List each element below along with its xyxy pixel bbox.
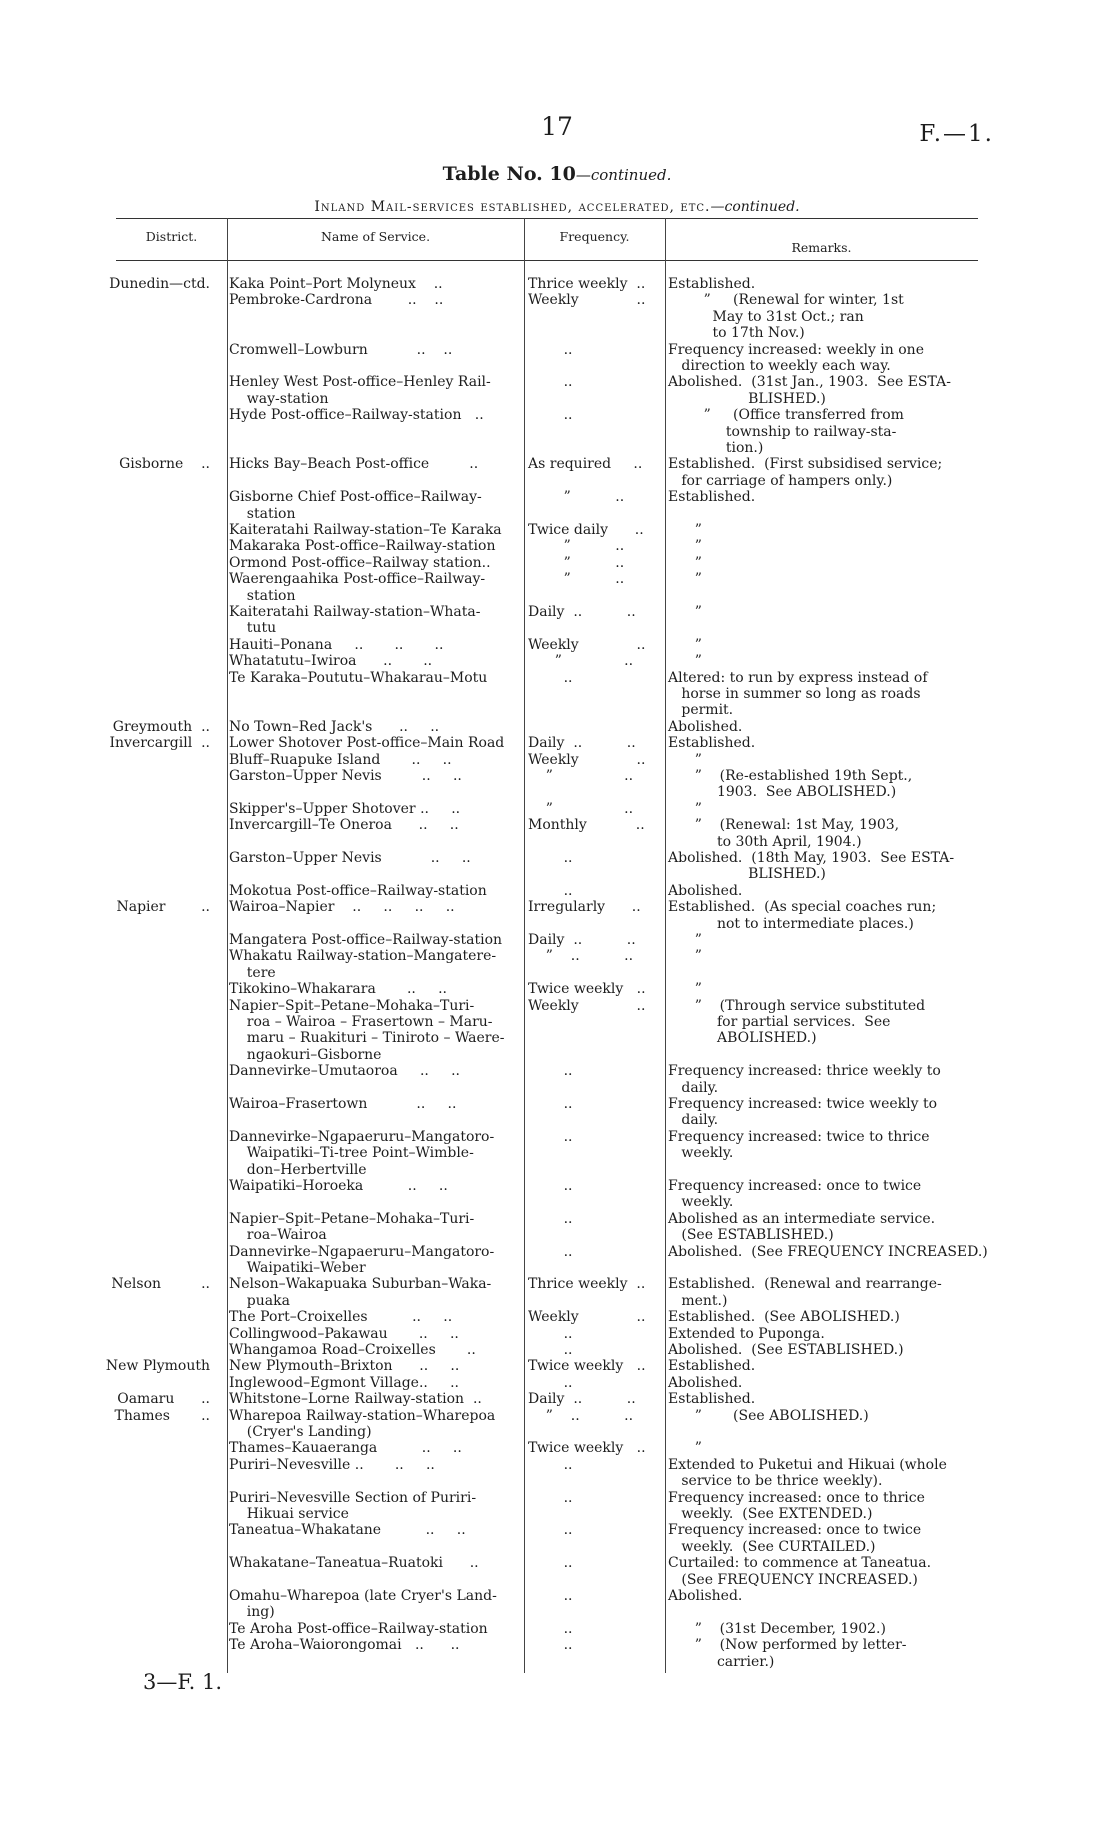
cell-frequency: .. [528, 1456, 573, 1473]
cell-remarks: service to be thrice weekly). [668, 1473, 883, 1490]
cell-service: Wharepoa Railway-station–Wharepoa [229, 1407, 496, 1424]
cell-remarks: daily. [668, 1079, 719, 1096]
cell-remarks: ” [668, 538, 702, 555]
cell-remarks: Established. (First subsidised service; [668, 456, 943, 473]
cell-frequency: Daily .. .. [528, 1391, 636, 1408]
cell-remarks: Abolished. (18th May, 1903. See ESTA- [668, 850, 955, 866]
cell-remarks: ” [668, 571, 702, 588]
cell-frequency: ” .. [528, 538, 625, 555]
cell-service: Inglewood–Egmont Village.. .. [229, 1374, 459, 1391]
cell-service: station [229, 587, 296, 604]
cell-service: puaka [229, 1292, 290, 1309]
cell-service: Lower Shotover Post-office–Main Road [229, 735, 505, 752]
cell-service: (Cryer's Landing) [229, 1424, 372, 1440]
table-subtitle [0, 199, 1114, 215]
table-top-rule [116, 218, 978, 219]
cell-remarks: township to railway-sta- [668, 423, 897, 440]
cell-frequency: ” .. [528, 489, 625, 506]
header-remarks: Remarks. [791, 240, 852, 255]
cell-service: Te Karaka–Poututu–Whakarau–Motu [229, 669, 488, 686]
cell-remarks: Established. [668, 276, 756, 292]
cell-remarks: weekly. (See EXTENDED.) [668, 1506, 873, 1522]
cell-service: Garston–Upper Nevis .. .. [229, 850, 471, 866]
cell-remarks: Curtailed: to commence at Taneatua. [668, 1555, 932, 1572]
cell-remarks: Frequency increased: once to twice [668, 1522, 922, 1539]
cell-service: Puriri–Nevesville Section of Puriri- [229, 1489, 477, 1506]
cell-service: Hicks Bay–Beach Post-office .. [229, 456, 479, 473]
cell-remarks: 1903. See ABOLISHED.) [668, 784, 897, 801]
cell-frequency: .. [528, 1063, 573, 1080]
cell-service: Cromwell–Lowburn .. .. [229, 341, 453, 358]
cell-frequency: .. [528, 882, 573, 899]
cell-service: Pembroke-Cardrona .. .. [229, 292, 444, 309]
header-district: District. [145, 229, 198, 244]
cell-frequency: Thrice weekly .. [528, 276, 646, 292]
cell-frequency: ” .. [528, 800, 634, 817]
cell-remarks: ” (See ABOLISHED.) [668, 1407, 869, 1424]
header-bottom-rule [116, 260, 978, 261]
cell-service: tutu [229, 620, 277, 637]
cell-remarks: May to 31st Oct.; ran [668, 308, 864, 325]
cell-service: Skipper's–Upper Shotover .. .. [229, 800, 461, 817]
cell-frequency: Weekly .. [528, 636, 646, 653]
cell-district: New Plymouth [105, 1358, 210, 1375]
cell-service: tere [229, 964, 276, 981]
cell-remarks: BLISHED.) [668, 390, 826, 407]
cell-remarks: ” (Through service substituted [668, 997, 926, 1014]
cell-remarks: BLISHED.) [668, 866, 826, 883]
cell-service: Waipatiki–Horoeka .. .. [229, 1178, 448, 1194]
cell-service: Garston–Upper Nevis .. .. [229, 768, 462, 784]
cell-frequency: .. [528, 374, 573, 391]
cell-service: Collingwood–Pakawau .. .. [229, 1325, 459, 1342]
cell-service: Dannevirke–Ngapaeruru–Mangatoro- [229, 1128, 495, 1145]
cell-remarks: ” [668, 1440, 702, 1457]
cell-service: way-station [229, 390, 329, 407]
cell-remarks: Frequency increased: once to thrice [668, 1489, 925, 1506]
cell-remarks: Established. [668, 1391, 756, 1408]
cell-remarks: Abolished. (See ESTABLISHED.) [668, 1342, 904, 1358]
table-subtitle-suffix: —continued. [710, 199, 800, 215]
cell-service: Makaraka Post-office–Railway-station [229, 538, 496, 555]
cell-remarks: Frequency increased: once to twice [668, 1178, 922, 1194]
page-number: 17 [541, 112, 573, 141]
cell-remarks: ” [668, 653, 702, 670]
cell-service: roa–Wairoa [229, 1227, 327, 1244]
page-code: F.—1. [919, 121, 994, 147]
cell-remarks: Abolished. (See FREQUENCY INCREASED.) [668, 1243, 988, 1260]
cell-frequency: As required .. [528, 456, 643, 473]
cell-service: Omahu–Wharepoa (late Cryer's Land- [229, 1588, 497, 1604]
cell-frequency: Daily .. .. [528, 735, 636, 752]
cell-remarks: ” (Re-established 19th Sept., [668, 768, 913, 784]
column-divider [665, 218, 666, 1673]
cell-service: Kaiteratahi Railway-station–Whata- [229, 604, 481, 620]
cell-service: Henley West Post-office–Henley Rail- [229, 374, 491, 391]
cell-service: Napier–Spit–Petane–Mohaka–Turi- [229, 1210, 475, 1227]
cell-frequency: .. [528, 1243, 573, 1260]
cell-remarks: Extended to Puketui and Hikuai (whole [668, 1456, 947, 1473]
cell-frequency: Twice daily .. [528, 522, 644, 538]
cell-service: Mokotua Post-office–Railway-station [229, 882, 487, 899]
cell-frequency: ” .. [528, 653, 634, 670]
cell-remarks: carrier.) [668, 1653, 775, 1670]
cell-frequency: Monthly .. [528, 817, 645, 834]
cell-remarks: weekly. [668, 1194, 734, 1211]
cell-service: Bluff–Ruapuke Island .. .. [229, 751, 452, 768]
cell-remarks: ment.) [668, 1292, 728, 1309]
cell-frequency: ” .. .. [528, 948, 634, 965]
cell-remarks: horse in summer so long as roads [668, 686, 921, 702]
cell-remarks: Frequency increased: thrice weekly to [668, 1063, 941, 1080]
cell-service: Ormond Post-office–Railway station.. [229, 554, 491, 571]
cell-remarks: ” (Now performed by letter- [668, 1637, 907, 1654]
cell-remarks: weekly. [668, 1145, 734, 1162]
cell-service: ngaokuri–Gisborne [229, 1046, 382, 1063]
cell-service: Hyde Post-office–Railway-station .. [229, 407, 484, 424]
cell-remarks: Abolished. [668, 1588, 743, 1604]
cell-service: Puriri–Nevesville .. .. .. [229, 1456, 435, 1473]
cell-district: Napier .. [116, 899, 210, 916]
cell-service: Dannevirke–Ngapaeruru–Mangatoro- [229, 1243, 495, 1260]
cell-district: Thames .. [114, 1407, 210, 1424]
cell-remarks: ” [668, 751, 702, 768]
cell-service: Whakatane–Taneatua–Ruatoki .. [229, 1555, 479, 1572]
cell-remarks: Abolished. (31st Jan., 1903. See ESTA- [668, 374, 951, 391]
cell-service: Gisborne Chief Post-office–Railway- [229, 489, 482, 506]
cell-service: Whitstone–Lorne Railway-station .. [229, 1391, 482, 1408]
cell-remarks: daily. [668, 1112, 719, 1129]
cell-service: Whatatutu–Iwiroa .. .. [229, 653, 433, 670]
cell-district: Dunedin—ctd. [109, 276, 210, 292]
cell-service: roa – Wairoa – Frasertown – Maru- [229, 1014, 493, 1030]
cell-remarks: ” (31st December, 1902.) [668, 1620, 886, 1637]
cell-service: Napier–Spit–Petane–Mohaka–Turi- [229, 997, 475, 1014]
cell-frequency: ” .. [528, 554, 625, 571]
cell-remarks: Frequency increased: twice to thrice [668, 1128, 930, 1145]
cell-frequency: Weekly .. [528, 1309, 646, 1326]
cell-service: ing) [229, 1604, 275, 1621]
cell-remarks: ” [668, 981, 702, 998]
cell-service: Tikokino–Whakarara .. .. [229, 981, 447, 998]
cell-frequency: .. [528, 1128, 573, 1145]
header-service: Name of Service. [320, 229, 431, 244]
cell-remarks: Frequency increased: weekly in one [668, 341, 924, 358]
cell-frequency: .. [528, 407, 573, 424]
cell-service: Taneatua–Whakatane .. .. [229, 1522, 466, 1539]
cell-service: Hauiti–Ponana .. .. .. [229, 636, 444, 653]
cell-frequency: ” .. [528, 768, 634, 784]
table-title [0, 163, 1114, 185]
cell-district: Gisborne .. [119, 456, 210, 473]
cell-service: Invercargill–Te Oneroa .. .. [229, 817, 459, 834]
cell-frequency: Daily .. .. [528, 604, 636, 620]
cell-remarks: weekly. (See CURTAILED.) [668, 1538, 876, 1555]
cell-remarks: Abolished. [668, 718, 743, 735]
cell-frequency: .. [528, 1342, 573, 1358]
cell-remarks: for carriage of hampers only.) [668, 472, 893, 489]
cell-remarks: Established. (As special coaches run; [668, 899, 937, 916]
cell-remarks: Altered: to run by express instead of [668, 669, 928, 686]
cell-service: Waipatiki–Weber [229, 1260, 366, 1276]
cell-service: Wairoa–Napier .. .. .. .. [229, 899, 455, 916]
cell-frequency: .. [528, 1096, 573, 1112]
cell-frequency: Weekly .. [528, 751, 646, 768]
cell-remarks: Frequency increased: twice weekly to [668, 1096, 938, 1112]
cell-frequency: Weekly .. [528, 997, 646, 1014]
cell-remarks: Abolished. [668, 1374, 743, 1391]
cell-service: Hikuai service [229, 1506, 349, 1522]
cell-remarks: ” (Renewal for winter, 1st [668, 292, 904, 309]
cell-remarks: Established. [668, 489, 756, 506]
cell-frequency: .. [528, 1620, 573, 1637]
cell-service: Kaka Point–Port Molyneux .. [229, 276, 443, 292]
cell-remarks: Established. (Renewal and rearrange- [668, 1276, 942, 1293]
cell-remarks: Established. [668, 735, 756, 752]
cell-service: Dannevirke–Umutaoroa .. .. [229, 1063, 460, 1080]
cell-remarks: ” [668, 554, 702, 571]
cell-remarks: direction to weekly each way. [668, 358, 891, 374]
cell-frequency: .. [528, 1588, 573, 1604]
cell-service: Kaiteratahi Railway-station–Te Karaka [229, 522, 502, 538]
cell-service: Thames–Kauaeranga .. .. [229, 1440, 462, 1457]
cell-service: maru – Ruakituri – Tiniroto – Waere- [229, 1030, 505, 1047]
cell-remarks: ” [668, 800, 702, 817]
cell-frequency: .. [528, 1325, 573, 1342]
cell-frequency: Thrice weekly .. [528, 1276, 646, 1293]
cell-frequency: Daily .. .. [528, 932, 636, 948]
cell-frequency: .. [528, 1522, 573, 1539]
cell-frequency: .. [528, 669, 573, 686]
cell-frequency: Twice weekly .. [528, 1358, 646, 1375]
footer-signature: 3—F. 1. [143, 1670, 223, 1694]
cell-remarks: Established. [668, 1358, 756, 1375]
cell-service: The Port–Croixelles .. .. [229, 1309, 453, 1326]
cell-frequency: .. [528, 1555, 573, 1572]
cell-remarks: ” [668, 948, 702, 965]
cell-frequency: .. [528, 341, 573, 358]
cell-service: No Town–Red Jack's .. .. [229, 718, 440, 735]
cell-frequency: Irregularly .. [528, 899, 641, 916]
cell-district: Greymouth .. [112, 718, 210, 735]
cell-remarks: ” (Renewal: 1st May, 1903, [668, 817, 900, 834]
cell-frequency: .. [528, 1178, 573, 1194]
cell-frequency: ” .. [528, 571, 625, 588]
cell-remarks: (See ESTABLISHED.) [668, 1227, 834, 1244]
cell-service: New Plymouth–Brixton .. .. [229, 1358, 460, 1375]
cell-remarks: to 30th April, 1904.) [668, 833, 862, 850]
cell-service: Whangamoa Road–Croixelles .. [229, 1342, 476, 1358]
cell-frequency: Twice weekly .. [528, 1440, 646, 1457]
cell-remarks: ” [668, 932, 702, 948]
cell-remarks: Abolished as an intermediate service. [668, 1210, 936, 1227]
cell-frequency: ” .. .. [528, 1407, 634, 1424]
cell-service: Whakatu Railway-station–Mangatere- [229, 948, 497, 965]
cell-remarks: Abolished. [668, 882, 743, 899]
cell-frequency: .. [528, 1210, 573, 1227]
cell-frequency: Twice weekly .. [528, 981, 646, 998]
cell-frequency: .. [528, 1374, 573, 1391]
cell-frequency: .. [528, 1637, 573, 1654]
table-title-text: Table No. 10 [442, 163, 576, 185]
cell-remarks: to 17th Nov.) [668, 325, 805, 342]
cell-frequency: .. [528, 1489, 573, 1506]
cell-remarks: tion.) [668, 440, 764, 456]
cell-district: Oamaru .. [117, 1391, 210, 1408]
column-divider [227, 218, 228, 1673]
cell-service: Te Aroha–Waiorongomai .. .. [229, 1637, 460, 1654]
cell-service: Waerengaahika Post-office–Railway- [229, 571, 486, 588]
cell-remarks: ” (Office transferred from [668, 407, 904, 424]
cell-remarks: ABOLISHED.) [668, 1030, 817, 1047]
cell-remarks: ” [668, 604, 702, 620]
cell-service: Wairoa–Frasertown .. .. [229, 1096, 457, 1112]
cell-district: Nelson .. [111, 1276, 210, 1293]
table-title-suffix: —continued. [575, 166, 672, 184]
cell-service: Waipatiki–Ti-tree Point–Wimble- [229, 1145, 474, 1162]
cell-remarks: for partial services. See [668, 1014, 891, 1030]
cell-remarks: permit. [668, 702, 734, 719]
cell-remarks: Extended to Puponga. [668, 1325, 825, 1342]
cell-remarks: Established. (See ABOLISHED.) [668, 1309, 900, 1326]
cell-remarks: ” [668, 636, 702, 653]
cell-remarks: ” [668, 522, 702, 538]
cell-service: Nelson–Wakapuaka Suburban–Waka- [229, 1276, 492, 1293]
cell-frequency: Weekly .. [528, 292, 646, 309]
cell-service: Mangatera Post-office–Railway-station [229, 932, 503, 948]
cell-service: Te Aroha Post-office–Railway-station [229, 1620, 488, 1637]
cell-district: Invercargill .. [109, 735, 210, 752]
table-subtitle-text: Inland Mail-services established, accelerated, etc. [314, 199, 711, 215]
cell-service: don–Herbertville [229, 1161, 367, 1178]
column-divider [524, 218, 525, 1673]
cell-service: station [229, 505, 296, 522]
cell-remarks: not to intermediate places.) [668, 915, 914, 932]
cell-frequency: .. [528, 850, 573, 866]
header-frequency: Frequency. [559, 229, 630, 244]
cell-remarks: (See FREQUENCY INCREASED.) [668, 1571, 918, 1588]
